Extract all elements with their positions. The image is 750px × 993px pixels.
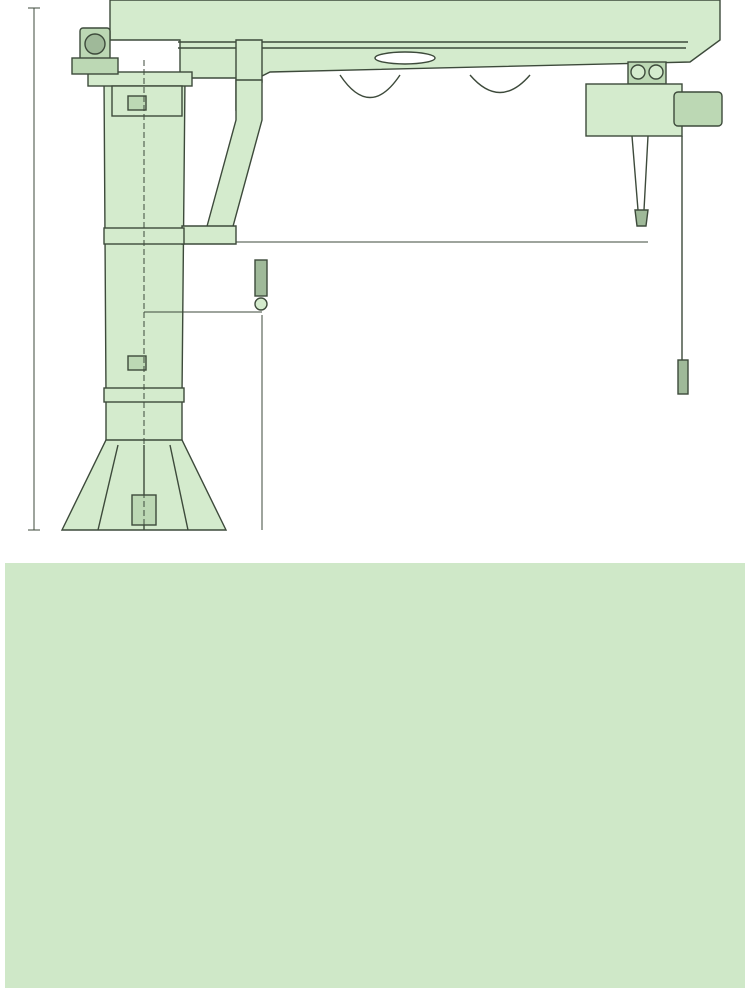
specification-table	[5, 563, 745, 988]
electric-hoist	[586, 84, 682, 136]
